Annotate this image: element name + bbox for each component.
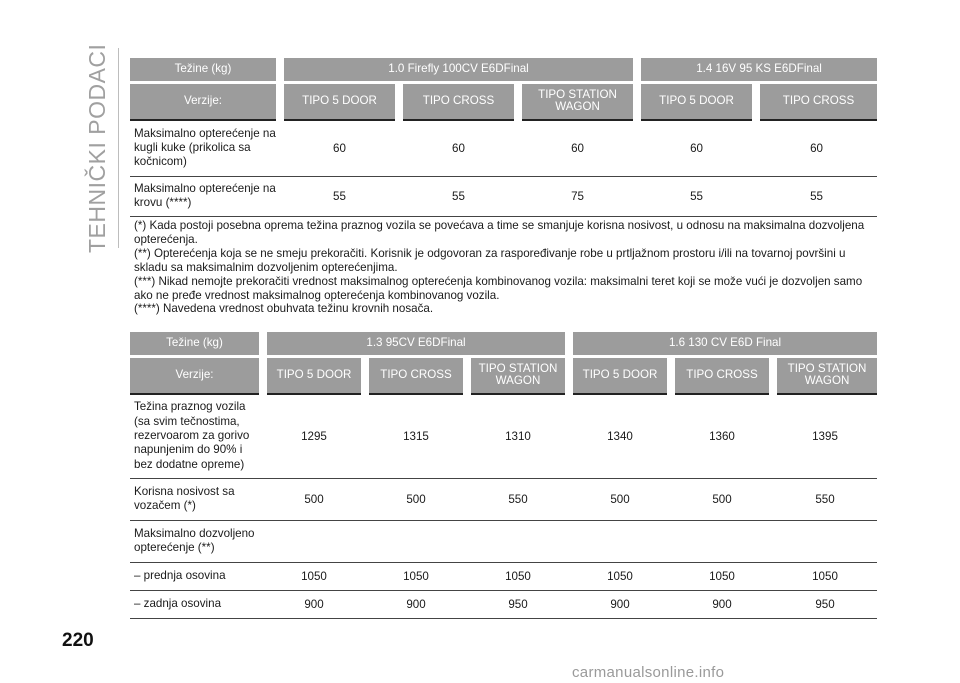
table-row (130, 590, 877, 618)
cell-value: 1050 (671, 562, 773, 590)
cell-value: 60 (280, 120, 399, 176)
row-label: Težina praznog vozila (sa svim tečnostima, rezervoarom za gorivo napunjenim do 90% i bez dodatne opreme) (130, 394, 263, 478)
header-weights: Težine (kg) (130, 332, 263, 356)
header-version: TIPO STATION WAGON (467, 356, 569, 394)
section-divider (118, 48, 119, 248)
footnote: (*) Kada postoji posebna oprema težina praznog vozila se povećava a time se smanjuje korisna nosivost, u odnosu na maksimalna dozvoljena opterećenja. (134, 219, 865, 246)
header-version: TIPO 5 DOOR (569, 356, 671, 394)
cell-value: 55 (399, 176, 518, 216)
cell-value: 1050 (263, 562, 365, 590)
table-row (130, 176, 877, 216)
header-version: TIPO 5 DOOR (280, 82, 399, 120)
header-engine-group: 1.0 Firefly 100CV E6DFinal (280, 58, 637, 82)
cell-value: 1050 (773, 562, 877, 590)
cell-value: 55 (637, 176, 756, 216)
footnotes (134, 219, 879, 316)
cell-value: 500 (263, 478, 365, 520)
cell-value: 1340 (569, 394, 671, 478)
cell-value: 55 (756, 176, 877, 216)
table-header-row (130, 356, 877, 394)
cell-value: 900 (263, 590, 365, 618)
header-versions: Verzije: (130, 82, 280, 120)
cell-value: 1315 (365, 394, 467, 478)
cell-value: 55 (280, 176, 399, 216)
cell-value: 1050 (467, 562, 569, 590)
footnote: (****) Navedena vrednost obuhvata težinu krovnih nosača. (134, 302, 434, 316)
cell-value (569, 520, 671, 562)
cell-value (365, 520, 467, 562)
header-engine-group: 1.4 16V 95 KS E6DFinal (637, 58, 877, 82)
weights-table-1 (130, 58, 877, 217)
table-header-row (130, 82, 877, 120)
cell-value (467, 520, 569, 562)
cell-value (773, 520, 877, 562)
cell-value: 500 (365, 478, 467, 520)
section-title-text: TEHNIČKI PODACI (84, 43, 110, 253)
cell-value: 500 (569, 478, 671, 520)
cell-value: 900 (569, 590, 671, 618)
cell-value: 1360 (671, 394, 773, 478)
cell-value: 1050 (569, 562, 671, 590)
footnote: (**) Opterećenja koja se ne smeju prekoračiti. Korisnik je odgovoran za raspoređivanje robe u prtljažnom prostoru i/ili na tovarnoj površini u skladu sa maksimalnim dozvoljenim opterećenjima. (134, 246, 846, 274)
row-label: – prednja osovina (130, 562, 263, 590)
header-version: TIPO CROSS (756, 82, 877, 120)
cell-value: 1310 (467, 394, 569, 478)
cell-value: 1050 (365, 562, 467, 590)
cell-value (263, 520, 365, 562)
header-versions: Verzije: (130, 356, 263, 394)
cell-value: 60 (518, 120, 637, 176)
header-version: TIPO 5 DOOR (263, 356, 365, 394)
cell-value: 500 (671, 478, 773, 520)
section-title (84, 43, 114, 258)
cell-value: 550 (773, 478, 877, 520)
table-header-row (130, 58, 877, 82)
cell-value: 75 (518, 176, 637, 216)
row-label: Maksimalno opterećenje na kugli kuke (prikolica sa kočnicom) (130, 120, 280, 176)
table-row (130, 520, 877, 562)
header-weights: Težine (kg) (130, 58, 280, 82)
header-engine-group: 1.6 130 CV E6D Final (569, 332, 877, 356)
page-number: 220 (62, 630, 94, 651)
cell-value: 1295 (263, 394, 365, 478)
header-version: TIPO CROSS (399, 82, 518, 120)
cell-value: 1395 (773, 394, 877, 478)
row-label: Korisna nosivost sa vozačem (*) (130, 478, 263, 520)
weights-table-2 (130, 332, 877, 619)
cell-value: 950 (467, 590, 569, 618)
cell-value: 60 (637, 120, 756, 176)
cell-value (671, 520, 773, 562)
header-version: TIPO STATION WAGON (518, 82, 637, 120)
footnote: (***) Nikad nemojte prekoračiti vrednost maksimalnog opterećenja kombinovanog vozila: maksimalni teret koji se može vući je dozvoljen samo ako ne pređe vrednost maksimalnog opterećenja kombinovanog vozila. (134, 274, 863, 302)
table-header-row (130, 332, 877, 356)
table-row (130, 120, 877, 176)
header-version: TIPO 5 DOOR (637, 82, 756, 120)
table-row (130, 562, 877, 590)
header-engine-group: 1.3 95CV E6DFinal (263, 332, 569, 356)
row-label: Maksimalno opterećenje na krovu (****) (130, 176, 280, 216)
watermark: carmanualsonline.info (572, 664, 725, 681)
header-version: TIPO CROSS (671, 356, 773, 394)
cell-value: 550 (467, 478, 569, 520)
row-label: Maksimalno dozvoljeno opterećenje (**) (130, 520, 263, 562)
cell-value: 60 (756, 120, 877, 176)
header-version: TIPO CROSS (365, 356, 467, 394)
header-version: TIPO STATION WAGON (773, 356, 877, 394)
cell-value: 60 (399, 120, 518, 176)
table-row (130, 394, 877, 478)
cell-value: 950 (773, 590, 877, 618)
cell-value: 900 (365, 590, 467, 618)
table-row (130, 478, 877, 520)
row-label: – zadnja osovina (130, 590, 263, 618)
cell-value: 900 (671, 590, 773, 618)
